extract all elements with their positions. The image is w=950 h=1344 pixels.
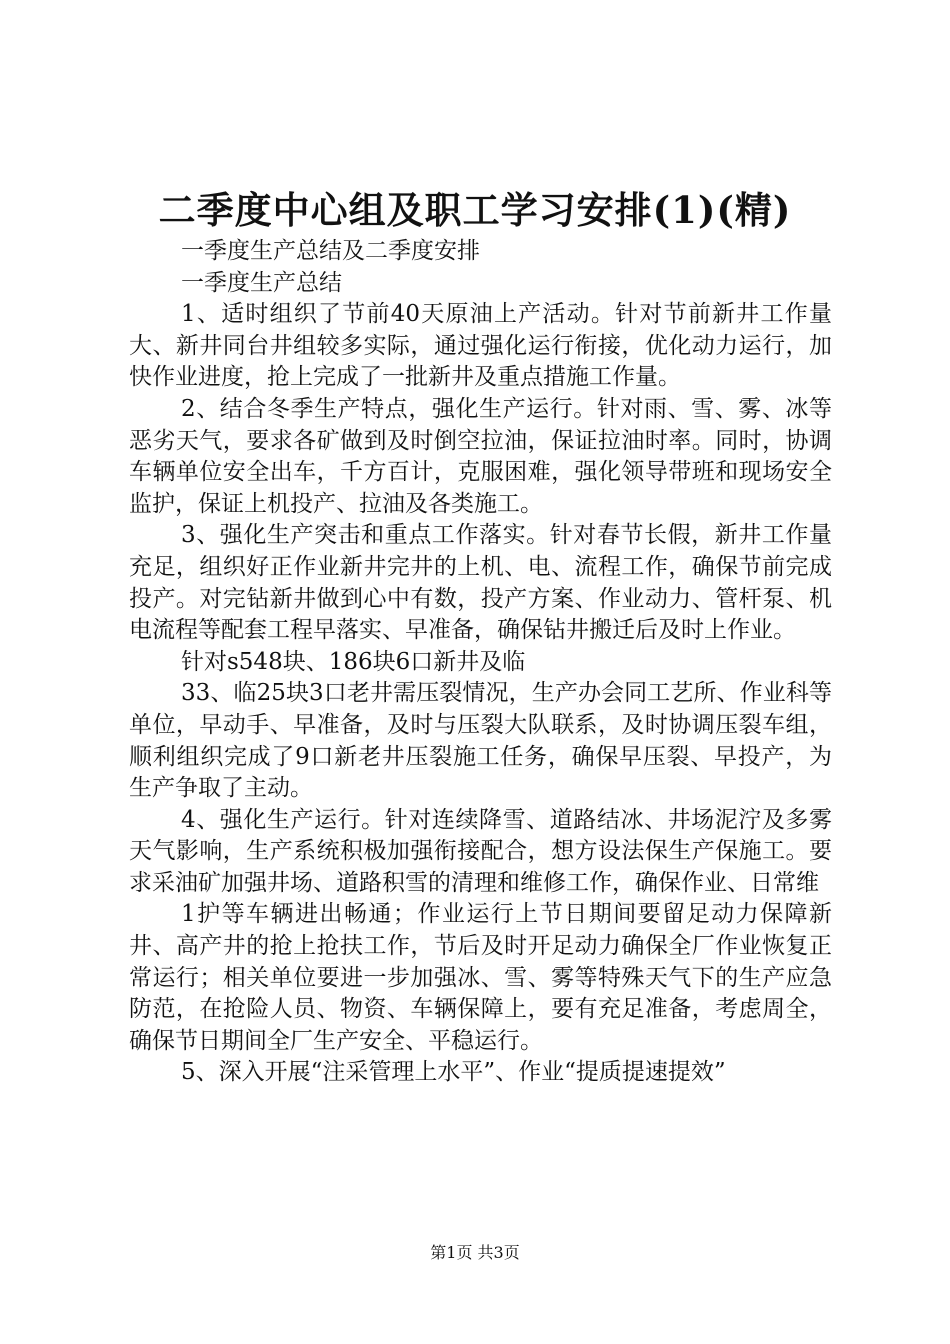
paragraph-continuation-2: 1护等车辆进出畅通；作业运行上节日期间要留足动力保障新井、高产井的抢上抢扶工作，节后及时开足动力确保全厂作业恢复正常运行；相关单位要进一步加强冰、雪、雾等特殊天气下的生产应急防范，在抢险人员、物资、车辆保障上，要有充足准备，考虑周全，确保节日期间全厂生产安全、平稳运行。 bbox=[129, 901, 832, 1054]
paragraph-item-3: 3、强化生产突击和重点工作落实。针对春节长假，新井工作量充足，组织好正作业新井完井的上机、电、流程工作，确保节前完成投产。对完钻新井做到心中有数，投产方案、作业动力、管杆泵、机电流程等配套工程早落实、早准备，确保钻井搬迁后及时上作业。 bbox=[129, 522, 832, 644]
paragraph-item-4: 4、强化生产运行。针对连续降雪、道路结冰、井场泥泞及多雾天气影响，生产系统积极加强衔接配合，想方设法保生产保施工。要求采油矿加强井场、道路积雪的清理和维修工作，确保作业、日常维 bbox=[129, 806, 832, 896]
paragraph-item-1: 1、适时组织了节前40天原油上产活动。针对节前新井工作量大、新井同台井组较多实际，通过强化运行衔接，优化动力运行，加快作业进度，抢上完成了一批新井及重点措施工作量。 bbox=[129, 301, 832, 391]
document-title: 二季度中心组及职工学习安排(1)(精) bbox=[158, 188, 792, 232]
paragraph-section-heading: 一季度生产总结及二季度安排 bbox=[181, 238, 480, 264]
paragraph-item-2: 2、结合冬季生产特点，强化生产运行。针对雨、雪、雾、冰等恶劣天气，要求各矿做到及时倒空拉油，保证拉油时率。同时，协调车辆单位安全出车，千方百计，克服困难，强化领导带班和现场安全监护，保证上机投产、拉油及各类施工。 bbox=[129, 395, 832, 517]
paragraph-continuation: 33、临25块3口老井需压裂情况，生产办会同工艺所、作业科等单位，早动手、早准备，及时与压裂大队联系，及时协调压裂车组，顺利组织完成了9口新老井压裂施工任务，确保早压裂、早投产，为生产争取了主动。 bbox=[129, 680, 832, 802]
paragraph-subheading: 一季度生产总结 bbox=[181, 269, 342, 296]
page-number-footer: 第1页 共3页 bbox=[430, 1243, 520, 1262]
paragraph-fragment: 针对s548块、186块6口新井及临 bbox=[181, 648, 526, 675]
paragraph-item-5: 5、深入开展“注采管理上水平”、作业“提质提速提效” bbox=[181, 1059, 726, 1086]
document-body bbox=[129, 236, 832, 1089]
